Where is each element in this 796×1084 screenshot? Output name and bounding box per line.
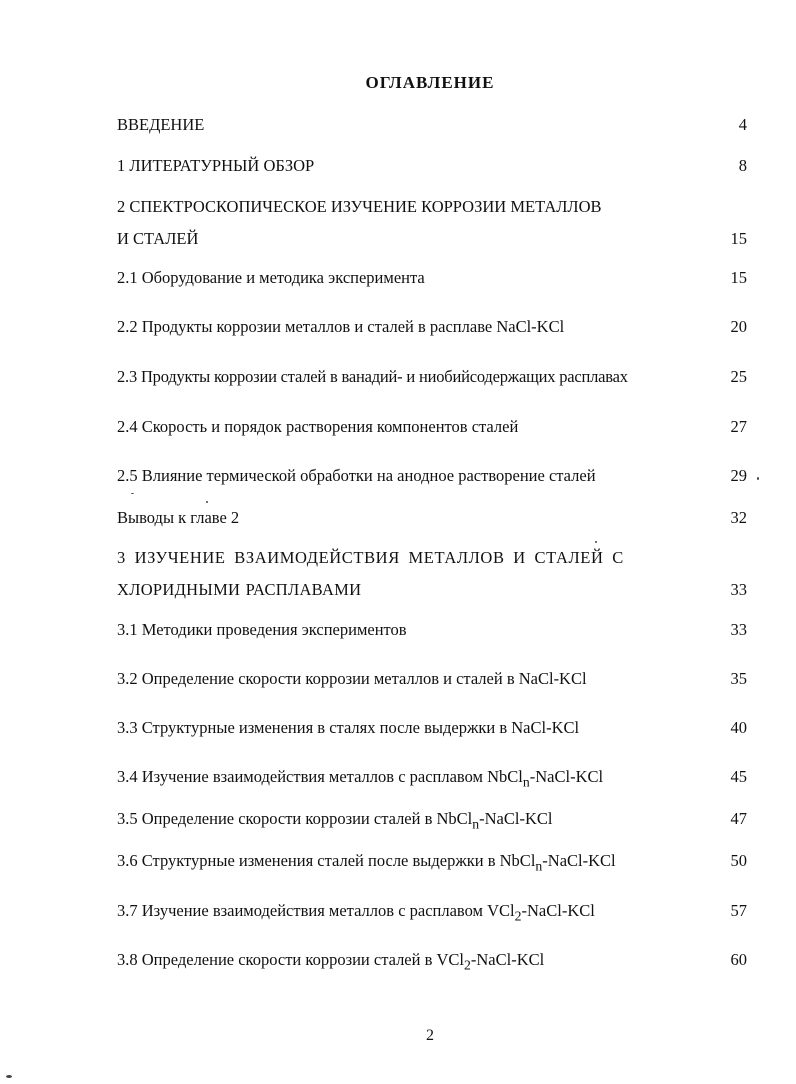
toc-entry-text: 3.3 Структурные изменения в сталях после выдержки в NaCl-KCl <box>117 718 580 737</box>
toc-entry-page: 33 <box>730 580 747 599</box>
scan-speck <box>206 501 208 503</box>
toc-entry-text: 2.3 Продукты коррозии сталей в ванадий- и ниобийсодержащих расплавах <box>117 367 628 386</box>
toc-entry-page: 33 <box>730 620 747 639</box>
toc-entry-text <box>117 950 544 975</box>
toc-entry-subscript: 2 <box>464 957 471 973</box>
toc-entry-chapter-3 <box>117 548 747 600</box>
toc-entry-text: 2.5 Влияние термической обработки на анодное растворение сталей <box>117 466 596 485</box>
toc-entry-text: 1 ЛИТЕРАТУРНЫЙ ОБЗОР <box>117 156 315 175</box>
toc-entry-text-tail: -NaCl-KCl <box>529 767 604 786</box>
toc-entry-text: Выводы к главе 2 <box>117 508 240 527</box>
toc-entry-page: 32 <box>730 508 747 527</box>
toc-entry-page: 15 <box>730 268 747 287</box>
scan-speck <box>595 541 597 543</box>
toc-entry-page: 45 <box>730 767 747 786</box>
toc-entry-text-tail: -NaCl-KCl <box>470 950 545 969</box>
toc-entry-text-line-1: 2 СПЕКТРОСКОПИЧЕСКОЕ ИЗУЧЕНИЕ КОРРОЗИИ МЕТАЛЛОВ <box>117 197 602 216</box>
toc-entry-page: 60 <box>730 950 747 969</box>
toc-entry-page: 47 <box>730 809 747 828</box>
toc-entry-subscript: n <box>472 816 480 832</box>
toc-entry-page: 50 <box>730 851 747 870</box>
toc-entry-text-main: 3.6 Структурные изменения сталей после выдержки в NbCl <box>117 851 536 870</box>
toc-entry-chapter-2 <box>117 197 747 249</box>
toc-entry-text-line-2: ХЛОРИДНЫМИ РАСПЛАВАМИ <box>117 580 362 599</box>
toc-entry-text-main: 3.7 Изучение взаимодействия металлов с расплавом VCl <box>117 901 515 920</box>
toc-entry-subscript: n <box>522 774 530 790</box>
toc-entry-text <box>117 548 624 599</box>
toc-entry-text <box>117 809 552 834</box>
toc-entry-page: 35 <box>730 669 747 688</box>
toc-entry-text-main: 3.5 Определение скорости коррозии сталей в NbCl <box>117 809 473 828</box>
toc-entry-page: 4 <box>738 115 747 134</box>
toc-entry-text: 3.2 Определение скорости коррозии металлов и сталей в NaCl-KCl <box>117 669 587 688</box>
toc-entry-subscript: 2 <box>514 908 522 924</box>
toc-entry-page: 40 <box>730 718 747 737</box>
toc-entry-text: 2.4 Скорость и порядок растворения компонентов сталей <box>117 417 519 436</box>
toc-entry-text: 2.1 Оборудование и методика эксперимента <box>117 268 425 287</box>
scan-speck <box>6 1075 12 1078</box>
toc-entry-text-main: 3.8 Определение скорости коррозии сталей в VCl <box>117 950 465 969</box>
toc-entry-text: ВВЕДЕНИЕ <box>117 115 205 134</box>
toc-entry-subscript: n <box>535 858 543 874</box>
toc-entry-page: 25 <box>730 367 747 386</box>
toc-entry-page: 20 <box>730 317 747 336</box>
toc-entry-text <box>117 197 602 248</box>
scan-speck <box>131 493 134 494</box>
page-number: 2 <box>426 1027 434 1044</box>
scan-speck <box>757 477 759 480</box>
toc-entry-page: 8 <box>738 156 747 175</box>
toc-entry-page: 57 <box>730 901 747 920</box>
toc-entry-text-line-2: И СТАЛЕЙ <box>117 229 199 248</box>
toc-entry-text-tail: -NaCl-KCl <box>542 851 616 870</box>
toc-entry-text: 3.1 Методики проведения экспериментов <box>117 620 407 639</box>
toc-entry-page: 27 <box>730 417 747 436</box>
toc-entry-text <box>117 767 603 792</box>
toc-title: ОГЛАВЛЕНИЕ <box>365 73 495 92</box>
toc-entry-text <box>117 851 616 876</box>
toc-entry-text <box>117 901 595 926</box>
toc-entry-page: 15 <box>730 229 747 248</box>
toc-entry-page: 29 <box>730 466 747 485</box>
toc-entry-text-line-1: 3 ИЗУЧЕНИЕ ВЗАИМОДЕЙСТВИЯ МЕТАЛЛОВ И СТАЛЕЙ С <box>117 548 624 567</box>
toc-entry-text-main: 3.4 Изучение взаимодействия металлов с расплавом NbCl <box>117 767 523 786</box>
toc-entry-text-tail: -NaCl-KCl <box>521 901 595 920</box>
toc-entry-text-tail: -NaCl-KCl <box>479 809 553 828</box>
toc-entry-text: 2.2 Продукты коррозии металлов и сталей в расплаве NaCl-KCl <box>117 317 565 336</box>
